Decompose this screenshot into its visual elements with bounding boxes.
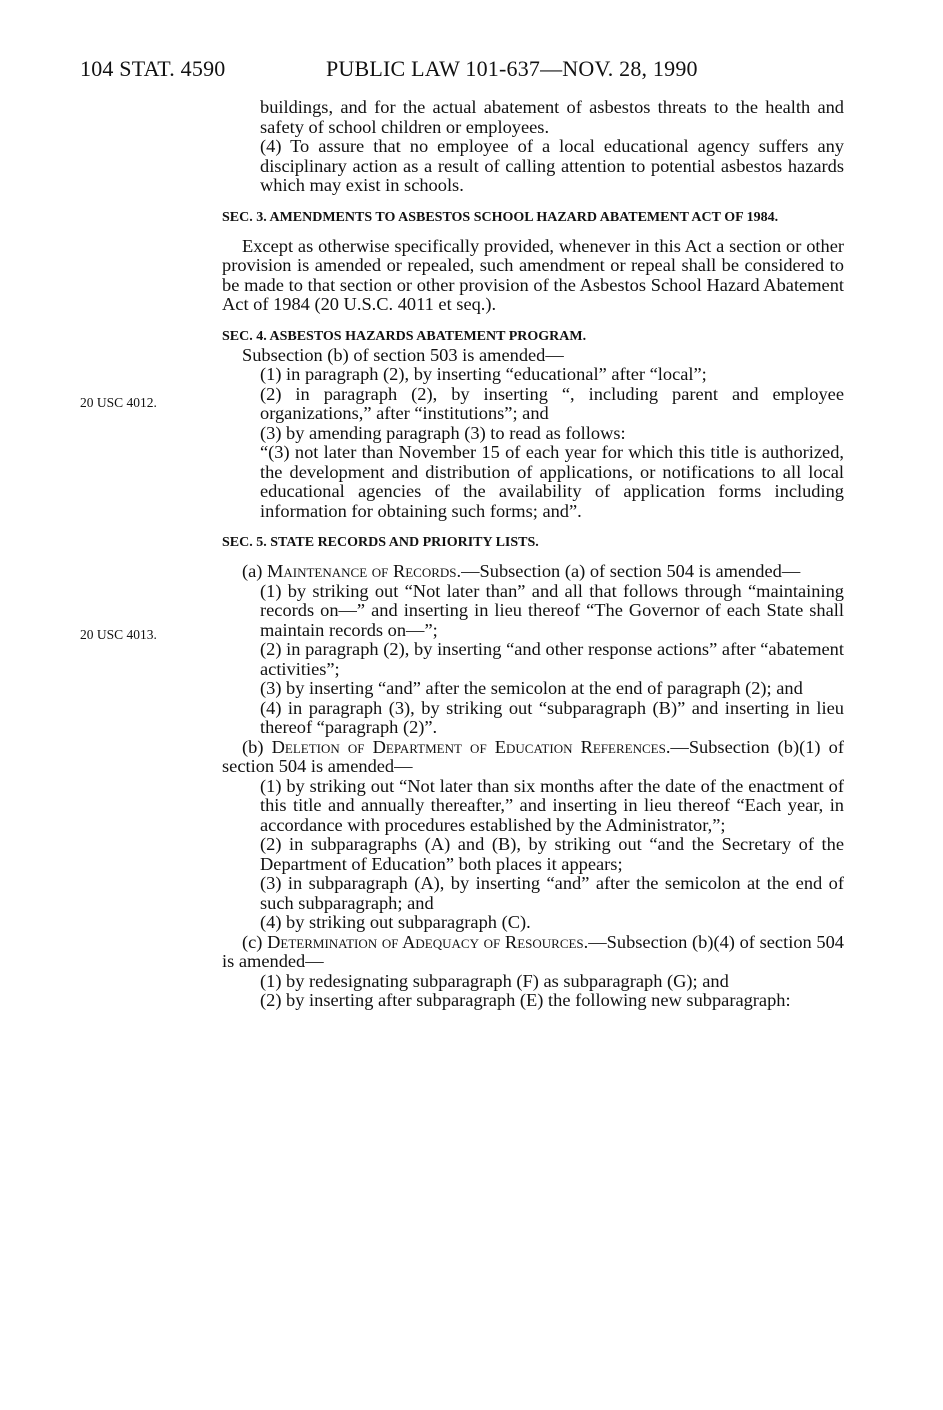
intro-continuation: buildings, and for the actual abatement of asbestos threats to the health and safety of school children or employees.	[260, 97, 844, 137]
section-3-text: Except as otherwise specifically provided, whenever in this Act a section or other provision is amended or repealed, such amendment or repeal shall be considered to be made to that section or other provision of the Asbestos School Hazard Abatement Act of 1984 (20 U.S.C. 4011 et seq.).	[222, 235, 844, 314]
subsection-c-items	[222, 972, 844, 1011]
list-item: (2) in paragraph (2), by inserting “and other response actions” after “abatement activities”;	[260, 639, 844, 679]
list-item: (3) by inserting “and” after the semicolon at the end of paragraph (2); and	[260, 678, 803, 698]
subsection-c-text: —Subsection (b)(4) of section 504 is amended—	[222, 931, 844, 971]
list-item: (4) in paragraph (3), by striking out “subparagraph (B)” and inserting in lieu thereof “paragraph (2)”.	[260, 697, 844, 737]
list-item: (3) by amending paragraph (3) to read as follows:	[260, 422, 626, 443]
subsection-c-caption: Determination of Adequacy of Resources.	[267, 931, 589, 952]
subsection-a-label: (a)	[242, 561, 263, 581]
list-item: (1) by redesignating subparagraph (F) as subparagraph (G); and	[260, 970, 729, 991]
page-reference: 104 STAT. 4590	[80, 56, 226, 81]
subsection-a-lead	[222, 562, 844, 582]
margin-note-sec5: 20 USC 4013.	[80, 627, 157, 642]
section-5-heading: SEC. 5. STATE RECORDS AND PRIORITY LISTS.	[222, 535, 539, 550]
section-4-lead: Subsection (b) of section 503 is amended—	[242, 344, 564, 365]
subsection-b-lead	[222, 738, 844, 777]
subsection-a-items	[222, 582, 844, 738]
subsection-b-items	[222, 777, 844, 933]
section-4-heading: SEC. 4. ASBESTOS HAZARDS ABATEMENT PROGRAM.	[222, 328, 587, 344]
section-4-items	[222, 365, 844, 521]
list-item: (3) in subparagraph (A), by inserting “and” after the semicolon at the end of such subparagraph; and	[260, 873, 844, 913]
list-item: (2) by inserting after subparagraph (E) the following new subparagraph:	[260, 990, 791, 1010]
list-item: (1) by striking out “Not later than six months after the date of the enactment of this title and annually thereafter,” and inserting in lieu thereof “Each year, in accordance with procedures established by the Administrator,”;	[260, 775, 844, 835]
list-item: (2) in paragraph (2), by inserting “, including parent and employee organizations,” after “institutions”; and	[260, 383, 844, 423]
list-item: (2) in subparagraphs (A) and (B), by striking out “and the Secretary of the Department of Education” both places it appears;	[260, 834, 844, 874]
list-item: (4) by striking out subparagraph (C).	[260, 912, 531, 932]
list-item: (1) in paragraph (2), by inserting “educational” after “local”;	[260, 364, 707, 384]
page-title: PUBLIC LAW 101-637—NOV. 28, 1990	[326, 56, 698, 81]
subsection-a-text: —Subsection (a) of section 504 is amended—	[461, 561, 801, 581]
paragraph-4: (4) To assure that no employee of a local educational agency suffers any disciplinary action as a result of calling attention to potential asbestos hazards which may exist in schools.	[260, 136, 844, 195]
margin-note-sec4: 20 USC 4012.	[80, 395, 157, 410]
main-text-column	[222, 98, 844, 1011]
subsection-c-lead	[222, 933, 844, 972]
list-item: (1) by striking out “Not later than” and all that follows through “maintaining records on—” and inserting in lieu thereof “The Governor of each State shall maintain records on—”;	[260, 580, 844, 640]
subsection-b-label: (b)	[242, 736, 264, 757]
subsection-c-label: (c)	[242, 931, 263, 952]
list-item: “(3) not later than November 15 of each year for which this title is authorized, the development and distribution of applications, or notifications to all local educational agencies of the availability of application forms including information for obtaining such forms; and”.	[260, 442, 844, 521]
subsection-a-caption: Maintenance of Records.	[267, 561, 462, 581]
subsection-b-caption: Deletion of Department of Education References.	[271, 736, 671, 757]
subsection-b-text: —Subsection (b)(1) of section 504 is amended—	[222, 736, 844, 776]
section-3-heading: SEC. 3. AMENDMENTS TO ASBESTOS SCHOOL HAZARD ABATEMENT ACT OF 1984.	[222, 209, 779, 225]
